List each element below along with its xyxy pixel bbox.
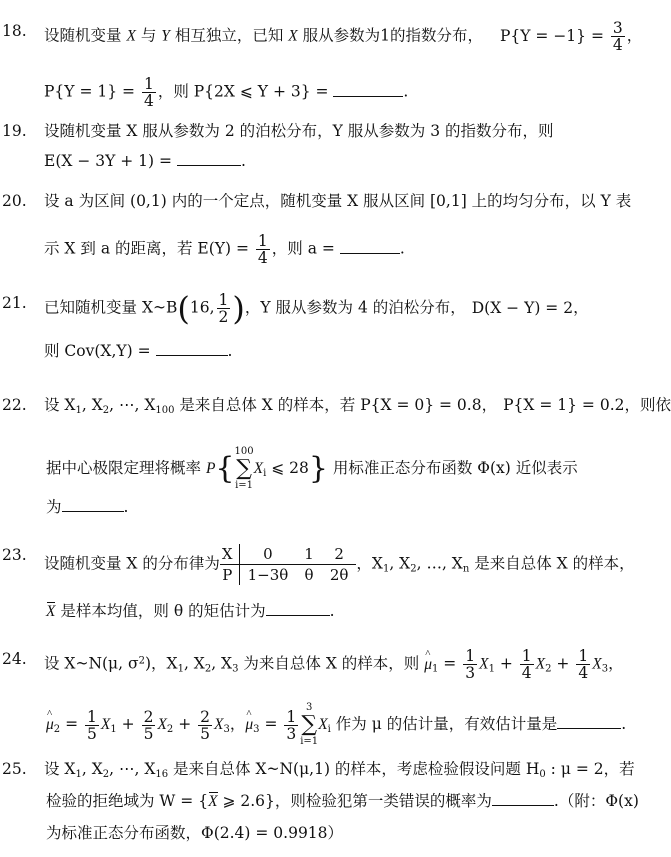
question-text: 为标准正态分布函数，Φ(2.4) = 0.9918） bbox=[46, 824, 344, 842]
answer-blank[interactable] bbox=[266, 601, 330, 616]
xbar: X bbox=[46, 601, 55, 623]
answer-blank[interactable] bbox=[156, 341, 228, 356]
expr: Φ(x) bbox=[477, 459, 511, 477]
question-number: 22. bbox=[2, 396, 27, 414]
fraction: $\frac{1}{2}$ bbox=[218, 291, 229, 326]
fraction: $\frac{2}{5}$ bbox=[143, 707, 154, 743]
left-paren: ( bbox=[177, 289, 190, 328]
var: X bbox=[126, 27, 136, 45]
expr: E(Y) = bbox=[197, 239, 254, 258]
dist-head: 0 bbox=[239, 544, 296, 565]
answer-blank[interactable] bbox=[492, 791, 554, 806]
answer-blank[interactable] bbox=[333, 82, 403, 97]
dist-cell: θ bbox=[304, 566, 314, 584]
distribution-table bbox=[220, 544, 357, 585]
answer-blank[interactable] bbox=[177, 151, 241, 166]
fraction: $\frac{1}{4}$ bbox=[521, 647, 532, 682]
fraction: $\frac{1}{4}$ bbox=[143, 75, 154, 110]
dist-cell: P bbox=[220, 565, 239, 586]
var: X bbox=[288, 27, 298, 45]
expr: E(X − 3Y + 1) = bbox=[44, 152, 177, 170]
dist-head: X bbox=[220, 544, 239, 565]
question-text: 设 a 为区间 (0,1) 内的一个定点，随机变量 X 服从区间 [0,1] 上的均匀分布，以 Y 表 bbox=[44, 192, 632, 210]
dist-head: 1 bbox=[296, 544, 322, 565]
answer-blank[interactable] bbox=[340, 239, 400, 254]
fraction: $\frac{1}{3}$ bbox=[465, 647, 476, 682]
expr: P{X = 0} = 0.8 bbox=[360, 396, 482, 414]
dist-cell: 1−3θ bbox=[247, 566, 289, 584]
xbar: X bbox=[208, 791, 217, 813]
fraction: $\frac{3}{4}$ bbox=[612, 19, 623, 54]
fraction: $\frac{1}{4}$ bbox=[578, 647, 589, 682]
question-number: 21. bbox=[2, 294, 27, 312]
fraction: $\frac{1}{4}$ bbox=[257, 232, 268, 267]
fraction: $\frac{2}{5}$ bbox=[200, 707, 210, 743]
right-paren: ) bbox=[232, 289, 245, 328]
text: 服从参数为1的指数分布， bbox=[297, 26, 484, 45]
mu-hat: ^ μ bbox=[245, 714, 253, 736]
question-number: 23. bbox=[2, 546, 27, 564]
right-brace: } bbox=[308, 451, 328, 486]
question-number: 24. bbox=[2, 650, 27, 668]
prob-expr: P{2X ⩽ Y + 3} = bbox=[193, 82, 334, 101]
text: 相互独立，已知 bbox=[169, 26, 289, 45]
answer-blank[interactable] bbox=[557, 714, 621, 729]
expr: D(X − Y) = 2 bbox=[471, 298, 574, 317]
dist-head: 2 bbox=[322, 544, 357, 565]
question-number: 20. bbox=[2, 192, 27, 210]
question-text: 设随机变量 X 服从参数为 2 的泊松分布，Y 服从参数为 3 的指数分布，则 bbox=[44, 122, 554, 140]
expr: P{X = 1} = 0.2 bbox=[503, 396, 625, 414]
sum-symbol: 3 ∑ i=1 bbox=[300, 702, 319, 747]
prob-expr: P{Y = 1} = bbox=[44, 82, 140, 101]
question-number: 18. bbox=[2, 22, 27, 40]
exam-page: 18. 设随机变量 X 与 Y 相互独立，已知 X 服从参数为1的指数分布， P{Y = −1} = $\frac{3}{4}$ ， P{Y = 1} = $\frac{1}{4}$ ，则 P{2X ⩽ Y + 3} = . 19. 设随机变量 X 服从参数为 2 的泊松分布，Y 服从参数为 3 的指数分布，则 E(X − 3Y + 1) = . 20. 设 a 为区间 (0,1) 内的一个定点，随机变量 X 服从区间 [0,1] 上的均匀分布，以 Y 表 示 X 到 a 的距离，若 E(Y) = $\frac{1}{4}$ ，则 a = . 21. 已知随机变量 X~B(16, $\frac{1}{2}$ )，Y 服从参数为 4 的泊松分布， D(X − Y) = 2， 则 Cov(X,Y) = . 22. 设 $X_1$, $X_2$, ⋯, $X_{100}$ 是来自总体 X 的样本，若 P{X = 0} = 0.8， P{X = 1} = 0.2，则依 据中心极限定理将概率 P{100 ∑ $i=1X_i$ ⩽ 28} 用标准正态分布函数 Φ(x) 近似表示 为 . 23. 设随机变量 X 的分布律为 X 0 1 2 P 1−3θ θ 2θ ，$X_1$, $X_2$, …, $X_n$ 是来自总体 X 的样本， X 是样本均值，则 θ 的矩估计为 . 24. 设 X~N(μ, $\sigma^2$)，$X_1$, $X_2$, $X_3$ 为来自总体 X 的样本，则 ^ $\mu_1$ = $\frac{1}{3}$ $X_1$ + $\frac{1}{4}$ $X_2$ + $\frac{1}{4}$ $X_3$， ^ $\mu_2$ = $\frac{1}{5}$ $X_1$ + $\frac{2}{5}$ $X_2$ + $\frac{2}{5}$ $X_3$，^ $\mu_3$ = $\frac{1}{3}$ 3 ∑ $i=1X_i$ 作为 μ 的估计量，有效估计量是 . 25. 设 $X_1$, $X_2$, ⋯, $X_{16}$ 是来自总体 X~N(μ,1) 的样本，考虑检验假设问题 $H_0$ : μ = 2，若 检验的拒绝域为 W = {X ⩾ 2.6}，则检验犯第一类错误的概率为 .（附：Φ(x) 为标准正态分布函数，Φ(2.4) = 0.9918） bbox=[0, 0, 644, 857]
question-number: 25. bbox=[2, 760, 27, 778]
mu-hat: ^ μ bbox=[424, 654, 432, 676]
answer-blank[interactable] bbox=[62, 497, 124, 512]
text: 设随机变量 bbox=[44, 26, 127, 45]
expr: X~B bbox=[141, 298, 178, 317]
text: 与 bbox=[135, 26, 162, 45]
sum-symbol: 100 ∑ i=1 bbox=[234, 446, 254, 491]
expr: 则 Cov(X,Y) = bbox=[44, 342, 156, 360]
fraction: $\frac{1}{3}$ bbox=[286, 707, 297, 743]
fraction: $\frac{1}{5}$ bbox=[87, 707, 97, 743]
dist-cell: 2θ bbox=[329, 566, 349, 584]
prob-expr: P{Y = −1} = bbox=[499, 26, 609, 45]
mu-hat: ^ μ bbox=[46, 714, 54, 736]
var: Y bbox=[161, 27, 170, 45]
question-number: 19. bbox=[2, 122, 27, 140]
left-brace: { bbox=[215, 451, 235, 486]
